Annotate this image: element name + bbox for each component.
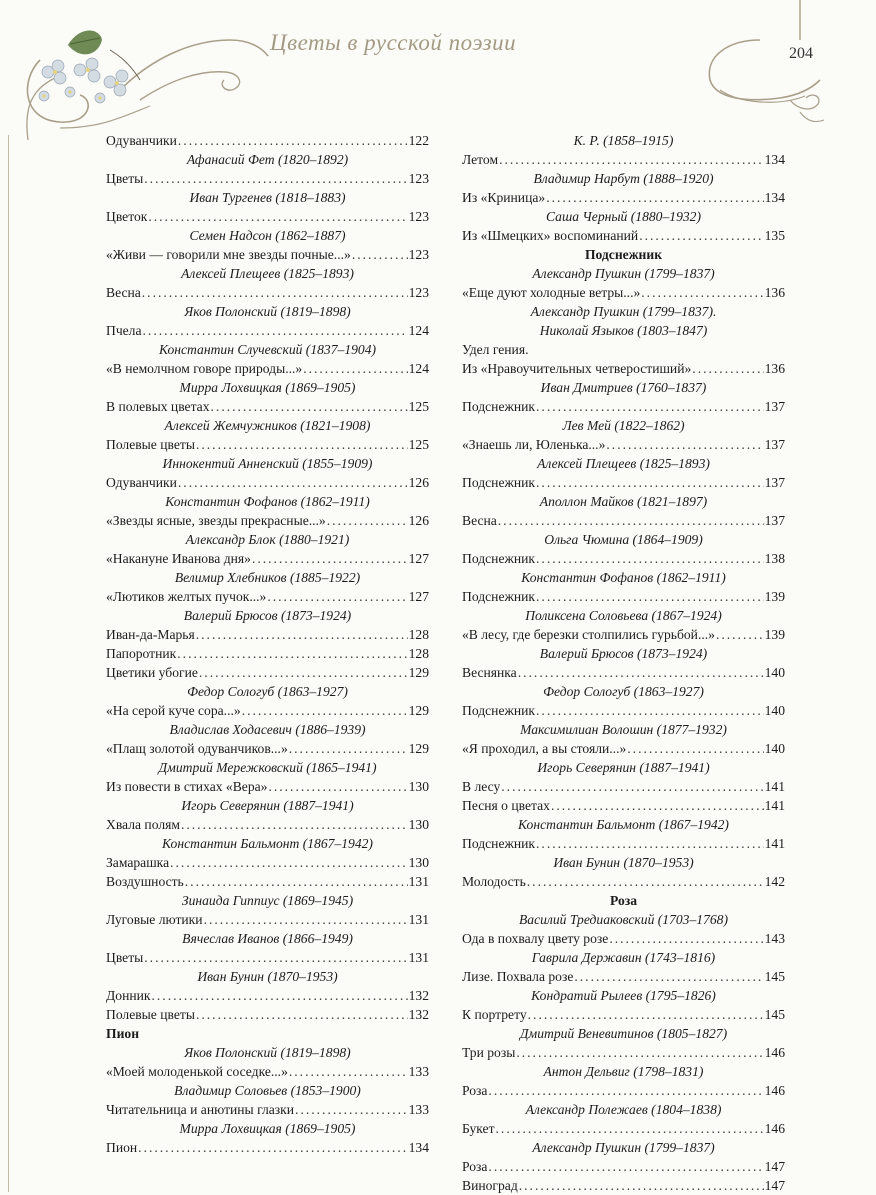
dot-leader: [574, 967, 763, 986]
toc-entry: [462, 283, 785, 302]
entry-page-number: 140: [764, 741, 785, 756]
entry-title: Цветок: [106, 209, 148, 224]
toc-entry: [462, 1119, 785, 1138]
entry-page-number: 130: [408, 779, 429, 794]
author-heading: Мирра Лохвицкая (1869–1905): [179, 380, 356, 395]
dot-leader: [327, 511, 408, 530]
entry-title: В полевых цветах: [106, 399, 210, 414]
toc-entry: [106, 1062, 429, 1081]
entry-page-number: 137: [764, 513, 785, 528]
running-title: Цветы в русской поэзии: [270, 30, 517, 55]
entry-title: Виноград: [462, 1178, 518, 1193]
entry-title: «На серой куче сора...»: [106, 703, 241, 718]
dot-leader: [295, 1100, 408, 1119]
toc-entry: [462, 435, 785, 454]
author-heading: Вячеслав Иванов (1866–1949): [182, 931, 353, 946]
entry-title: «В немолчном говоре природы...»: [106, 361, 303, 376]
entry-title: «Плащ золотой одуванчиков...»: [106, 741, 288, 756]
entry-title: Подснежник: [462, 475, 536, 490]
toc-entry: [106, 131, 429, 150]
author-heading: Мирра Лохвицкая (1869–1905): [179, 1121, 356, 1136]
entry-subtitle: Удел гения.: [462, 342, 529, 357]
entry-page-number: 124: [408, 361, 429, 376]
author-heading: Яков Полонский (1819–1898): [184, 304, 351, 319]
entry-title: Хвала полям: [106, 817, 180, 832]
toc-entry: [106, 587, 429, 606]
author-heading: Федор Сологуб (1863–1927): [543, 684, 704, 699]
toc-entry: [106, 397, 429, 416]
entry-title: Лизе. Похвала розе: [462, 969, 574, 984]
toc-entry: [106, 1100, 429, 1119]
dot-leader: [551, 796, 764, 815]
entry-title: Весна: [106, 285, 141, 300]
toc-entry: [462, 834, 785, 853]
entry-page-number: 136: [764, 361, 785, 376]
toc-entry: [106, 777, 429, 796]
entry-page-number: 128: [408, 646, 429, 661]
toc-entry: [462, 967, 785, 986]
entry-title: «Еще дуют холодные ветры...»: [462, 285, 641, 300]
dot-leader: [303, 359, 407, 378]
entry-page-number: 125: [408, 437, 429, 452]
author-heading: Антон Дельвиг (1798–1831): [543, 1064, 704, 1079]
dot-leader: [627, 739, 763, 758]
dot-leader: [536, 473, 764, 492]
dot-leader: [536, 834, 764, 853]
toc-entry: [106, 644, 429, 663]
entry-title: Из «Нравоучительных четверостиший»: [462, 361, 692, 376]
entry-page-number: 132: [408, 1007, 429, 1022]
dot-leader: [527, 872, 764, 891]
dot-leader: [498, 511, 764, 530]
author-heading: Константин Бальмонт (1867–1942): [162, 836, 373, 851]
dot-leader: [519, 1176, 764, 1195]
toc-entry: [106, 321, 429, 340]
dot-leader: [546, 188, 763, 207]
author-heading: Владислав Ходасевич (1886–1939): [169, 722, 366, 737]
entry-page-number: 126: [408, 513, 429, 528]
entry-page-number: 129: [408, 741, 429, 756]
dot-leader: [178, 473, 408, 492]
entry-page-number: 141: [764, 836, 785, 851]
author-heading: Ольга Чюмина (1864–1909): [544, 532, 703, 547]
dot-leader: [178, 131, 408, 150]
author-heading: Алексей Плещеев (1825–1893): [181, 266, 354, 281]
entry-title: К портрету: [462, 1007, 527, 1022]
entry-page-number: 123: [408, 285, 429, 300]
entry-title: Цветы: [106, 950, 144, 965]
toc-entry: [462, 1005, 785, 1024]
author-heading: Дмитрий Мережковский (1865–1941): [158, 760, 377, 775]
entry-title: Одуванчики: [106, 133, 177, 148]
entry-title: Воздушность: [106, 874, 184, 889]
entry-page-number: 127: [408, 551, 429, 566]
entry-page-number: 140: [764, 665, 785, 680]
toc-entry: [462, 739, 785, 758]
entry-page-number: 123: [408, 209, 429, 224]
dot-leader: [518, 663, 764, 682]
author-heading: Максимилиан Волошин (1877–1932): [520, 722, 727, 737]
author-heading: Семен Надсон (1862–1887): [189, 228, 346, 243]
toc-entry: [462, 663, 785, 682]
entry-title: Букет: [462, 1121, 495, 1136]
entry-title: Из «Шмецких» воспоминаний: [462, 228, 639, 243]
author-heading: Дмитрий Веневитинов (1805–1827): [519, 1026, 728, 1041]
entry-title: «Знаешь ли, Юленька...»: [462, 437, 606, 452]
toc-entry: [106, 473, 429, 492]
entry-title: «Моей молоденькой соседке...»: [106, 1064, 288, 1079]
toc-entry: [106, 549, 429, 568]
entry-title: Роза: [462, 1083, 488, 1098]
entry-title: «Я проходил, а вы стояли...»: [462, 741, 627, 756]
author-heading: Владимир Нарбут (1888–1920): [533, 171, 714, 186]
entry-page-number: 136: [764, 285, 785, 300]
section-heading: Подснежник: [584, 247, 663, 262]
entry-title: Иван-да-Марья: [106, 627, 195, 642]
dot-leader: [352, 245, 408, 264]
toc-entry: [106, 853, 429, 872]
author-heading: Александр Пушкин (1799–1837).: [530, 304, 717, 319]
entry-title: Полевые цветы: [106, 1007, 195, 1022]
author-heading: Александр Блок (1880–1921): [185, 532, 350, 547]
entry-page-number: 129: [408, 665, 429, 680]
author-heading: Константин Случевский (1837–1904): [158, 342, 377, 357]
entry-page-number: 140: [764, 703, 785, 718]
toc-entry: [106, 872, 429, 891]
author-heading: Александр Пушкин (1799–1837): [532, 266, 715, 281]
entry-page-number: 132: [408, 988, 429, 1003]
toc-entry: [462, 929, 785, 948]
dot-leader: [536, 549, 764, 568]
entry-page-number: 142: [764, 874, 785, 889]
entry-page-number: 122: [408, 133, 429, 148]
dot-leader: [641, 283, 763, 302]
toc-entry: [462, 872, 785, 891]
entry-page-number: 138: [764, 551, 785, 566]
toc-entry: [462, 226, 785, 245]
author-heading: Валерий Брюсов (1873–1924): [183, 608, 352, 623]
toc-entry: [106, 701, 429, 720]
author-heading: Константин Фофанов (1862–1911): [521, 570, 726, 585]
author-heading: Иван Бунин (1870–1953): [553, 855, 694, 870]
dot-leader: [185, 872, 408, 891]
dot-leader: [609, 929, 763, 948]
author-heading: Яков Полонский (1819–1898): [184, 1045, 351, 1060]
dot-leader: [289, 739, 408, 758]
dot-leader: [499, 150, 764, 169]
toc-entry: [462, 150, 785, 169]
entry-title: «В лесу, где березки столпились гурьбой...»: [462, 627, 715, 642]
entry-title: «Живи — говорили мне звезды почные...»: [106, 247, 351, 262]
dot-leader: [252, 549, 408, 568]
entry-title: Луговые лютики: [106, 912, 203, 927]
entry-title: «Звезды ясные, звезды прекрасные...»: [106, 513, 326, 528]
author-heading: Василий Тредиаковский (1703–1768): [518, 912, 728, 927]
toc-entry: [106, 169, 429, 188]
dot-leader: [196, 625, 408, 644]
entry-page-number: 133: [408, 1064, 429, 1079]
toc-entry: [462, 397, 785, 416]
author-heading: Гаврила Державин (1743–1816): [531, 950, 716, 965]
dot-leader: [692, 359, 763, 378]
toc-entry: [106, 207, 429, 226]
dot-leader: [267, 587, 407, 606]
toc-entry: [462, 549, 785, 568]
entry-page-number: 137: [764, 475, 785, 490]
dot-leader: [268, 777, 407, 796]
dot-leader: [528, 1005, 764, 1024]
entry-title: Донник: [106, 988, 151, 1003]
dot-leader: [177, 644, 407, 663]
section-heading: Пион: [106, 1026, 140, 1041]
toc-entry: [106, 283, 429, 302]
entry-title: Подснежник: [462, 836, 536, 851]
author-heading: Афанасий Фет (1820–1892): [186, 152, 349, 167]
entry-page-number: 147: [764, 1178, 785, 1193]
entry-page-number: 130: [408, 817, 429, 832]
entry-page-number: 131: [408, 912, 429, 927]
entry-title: Цветы: [106, 171, 144, 186]
toc-entry: [106, 511, 429, 530]
entry-page-number: 128: [408, 627, 429, 642]
author-heading: Александр Пушкин (1799–1837): [532, 1140, 715, 1155]
author-heading: Иннокентий Анненский (1855–1909): [162, 456, 373, 471]
entry-page-number: 137: [764, 437, 785, 452]
author-heading: Алексей Плещеев (1825–1893): [537, 456, 710, 471]
toc-column-right: [462, 131, 785, 1195]
toc-entry: [462, 1043, 785, 1062]
floral-ornament-icon: [0, 0, 876, 140]
toc-entry: [462, 188, 785, 207]
entry-page-number: 131: [408, 874, 429, 889]
toc-entry: [106, 625, 429, 644]
margin-rule: [8, 135, 9, 1192]
entry-title: Песня о цветах: [462, 798, 550, 813]
author-heading: Валерий Брюсов (1873–1924): [539, 646, 708, 661]
toc-entry: [462, 1157, 785, 1176]
entry-page-number: 133: [408, 1102, 429, 1117]
dot-leader: [536, 397, 764, 416]
dot-leader: [181, 815, 408, 834]
author-heading: Игорь Северянин (1887–1941): [537, 760, 710, 775]
toc-entry: [106, 245, 429, 264]
author-heading: Игорь Северянин (1887–1941): [181, 798, 354, 813]
dot-leader: [144, 169, 407, 188]
entry-title: «Накануне Иванова дня»: [106, 551, 251, 566]
author-heading: Константин Бальмонт (1867–1942): [518, 817, 729, 832]
dot-leader: [196, 435, 408, 454]
entry-page-number: 145: [764, 1007, 785, 1022]
author-heading: К. Р. (1858–1915): [573, 133, 674, 148]
author-heading: Иван Бунин (1870–1953): [197, 969, 338, 984]
entry-page-number: 147: [764, 1159, 785, 1174]
entry-title: Три розы: [462, 1045, 516, 1060]
entry-page-number: 129: [408, 703, 429, 718]
entry-page-number: 134: [764, 190, 785, 205]
dot-leader: [536, 587, 764, 606]
toc-entry: [462, 777, 785, 796]
entry-page-number: 130: [408, 855, 429, 870]
entry-page-number: 127: [408, 589, 429, 604]
author-heading: Велимир Хлебников (1885–1922): [174, 570, 361, 585]
author-heading: Лев Мей (1822–1862): [562, 418, 685, 433]
dot-leader: [148, 207, 407, 226]
entry-title: Читательница и анютины глазки: [106, 1102, 295, 1117]
entry-title: Замарашка: [106, 855, 170, 870]
toc-entry: [106, 359, 429, 378]
author-heading: Зинаида Гиппиус (1869–1945): [181, 893, 354, 908]
author-heading: Кондратий Рылеев (1795–1826): [531, 988, 716, 1003]
author-heading: Николай Языков (1803–1847): [539, 323, 708, 338]
author-heading: Александр Полежаев (1804–1838): [525, 1102, 722, 1117]
entry-page-number: 126: [408, 475, 429, 490]
toc-entry: [462, 701, 785, 720]
dot-leader: [488, 1081, 763, 1100]
entry-title: Веснянка: [462, 665, 517, 680]
dot-leader: [142, 283, 408, 302]
author-heading: Иван Дмитриев (1760–1837): [540, 380, 707, 395]
entry-title: «Лютиков желтых пучок...»: [106, 589, 267, 604]
dot-leader: [211, 397, 408, 416]
entry-page-number: 139: [764, 627, 785, 642]
entry-page-number: 125: [408, 399, 429, 414]
author-heading: Владимир Соловьев (1853–1900): [174, 1083, 361, 1098]
entry-page-number: 137: [764, 399, 785, 414]
dot-leader: [199, 663, 408, 682]
dot-leader: [716, 625, 764, 644]
entry-title: Пчела: [106, 323, 142, 338]
entry-page-number: 135: [764, 228, 785, 243]
dot-leader: [536, 701, 764, 720]
dot-leader: [170, 853, 407, 872]
entry-page-number: 134: [408, 1140, 429, 1155]
author-heading: Федор Сологуб (1863–1927): [187, 684, 348, 699]
entry-title: Роза: [462, 1159, 488, 1174]
toc-entry: [106, 815, 429, 834]
entry-title: Папоротник: [106, 646, 177, 661]
dot-leader: [606, 435, 763, 454]
entry-title: Пион: [106, 1140, 138, 1155]
entry-page-number: 146: [764, 1083, 785, 1098]
entry-title: Цветики убогие: [106, 665, 198, 680]
section-heading: Роза: [609, 893, 638, 908]
dot-leader: [516, 1043, 763, 1062]
dot-leader: [143, 321, 408, 340]
dot-leader: [496, 1119, 764, 1138]
entry-page-number: 141: [764, 798, 785, 813]
author-heading: Поликсена Соловьева (1867–1924): [525, 608, 722, 623]
entry-page-number: 123: [408, 247, 429, 262]
dot-leader: [138, 1138, 407, 1157]
entry-page-number: 143: [764, 931, 785, 946]
entry-page-number: 146: [764, 1045, 785, 1060]
toc-entry: [106, 1138, 429, 1157]
toc-entry: [462, 359, 785, 378]
toc-entry: [462, 1081, 785, 1100]
entry-page-number: 141: [764, 779, 785, 794]
page-header: [0, 0, 876, 140]
entry-title: Весна: [462, 513, 497, 528]
dot-leader: [289, 1062, 408, 1081]
toc-entry: [106, 739, 429, 758]
author-heading: Константин Фофанов (1862–1911): [165, 494, 370, 509]
dot-leader: [501, 777, 763, 796]
dot-leader: [242, 701, 408, 720]
entry-title: Ода в похвалу цвету розе: [462, 931, 609, 946]
author-heading: Саша Черный (1880–1932): [546, 209, 701, 224]
entry-page-number: 145: [764, 969, 785, 984]
dot-leader: [204, 910, 408, 929]
author-heading: Алексей Жемчужников (1821–1908): [164, 418, 371, 433]
toc-entry: [462, 625, 785, 644]
entry-title: Подснежник: [462, 551, 536, 566]
entry-page-number: 146: [764, 1121, 785, 1136]
author-heading: Иван Тургенев (1818–1883): [189, 190, 346, 205]
toc-entry: [106, 910, 429, 929]
entry-page-number: 131: [408, 950, 429, 965]
toc-entry: [462, 1176, 785, 1195]
toc-entry: [106, 435, 429, 454]
entry-title: Из «Криница»: [462, 190, 546, 205]
page-number: 204: [789, 45, 813, 62]
toc-entry: [106, 986, 429, 1005]
entry-title: Подснежник: [462, 589, 536, 604]
toc-entry: [106, 948, 429, 967]
toc-entry: [106, 1005, 429, 1024]
toc-entry: [462, 473, 785, 492]
dot-leader: [152, 986, 408, 1005]
toc-entry: [106, 663, 429, 682]
entry-page-number: 134: [764, 152, 785, 167]
entry-title: Подснежник: [462, 703, 536, 718]
entry-page-number: 124: [408, 323, 429, 338]
toc-column-left: [106, 131, 429, 1157]
toc-entry: [462, 587, 785, 606]
author-heading: Аполлон Майков (1821–1897): [539, 494, 708, 509]
toc-entry: [462, 796, 785, 815]
entry-title: В лесу: [462, 779, 501, 794]
dot-leader: [144, 948, 407, 967]
toc-entry: [462, 511, 785, 530]
entry-title: Одуванчики: [106, 475, 177, 490]
entry-title: Молодость: [462, 874, 526, 889]
entry-title: Полевые цветы: [106, 437, 195, 452]
entry-page-number: 139: [764, 589, 785, 604]
dot-leader: [196, 1005, 408, 1024]
entry-page-number: 123: [408, 171, 429, 186]
entry-title: Подснежник: [462, 399, 536, 414]
entry-title: Летом: [462, 152, 499, 167]
entry-title: Из повести в стихах «Вера»: [106, 779, 268, 794]
dot-leader: [639, 226, 763, 245]
dot-leader: [488, 1157, 763, 1176]
